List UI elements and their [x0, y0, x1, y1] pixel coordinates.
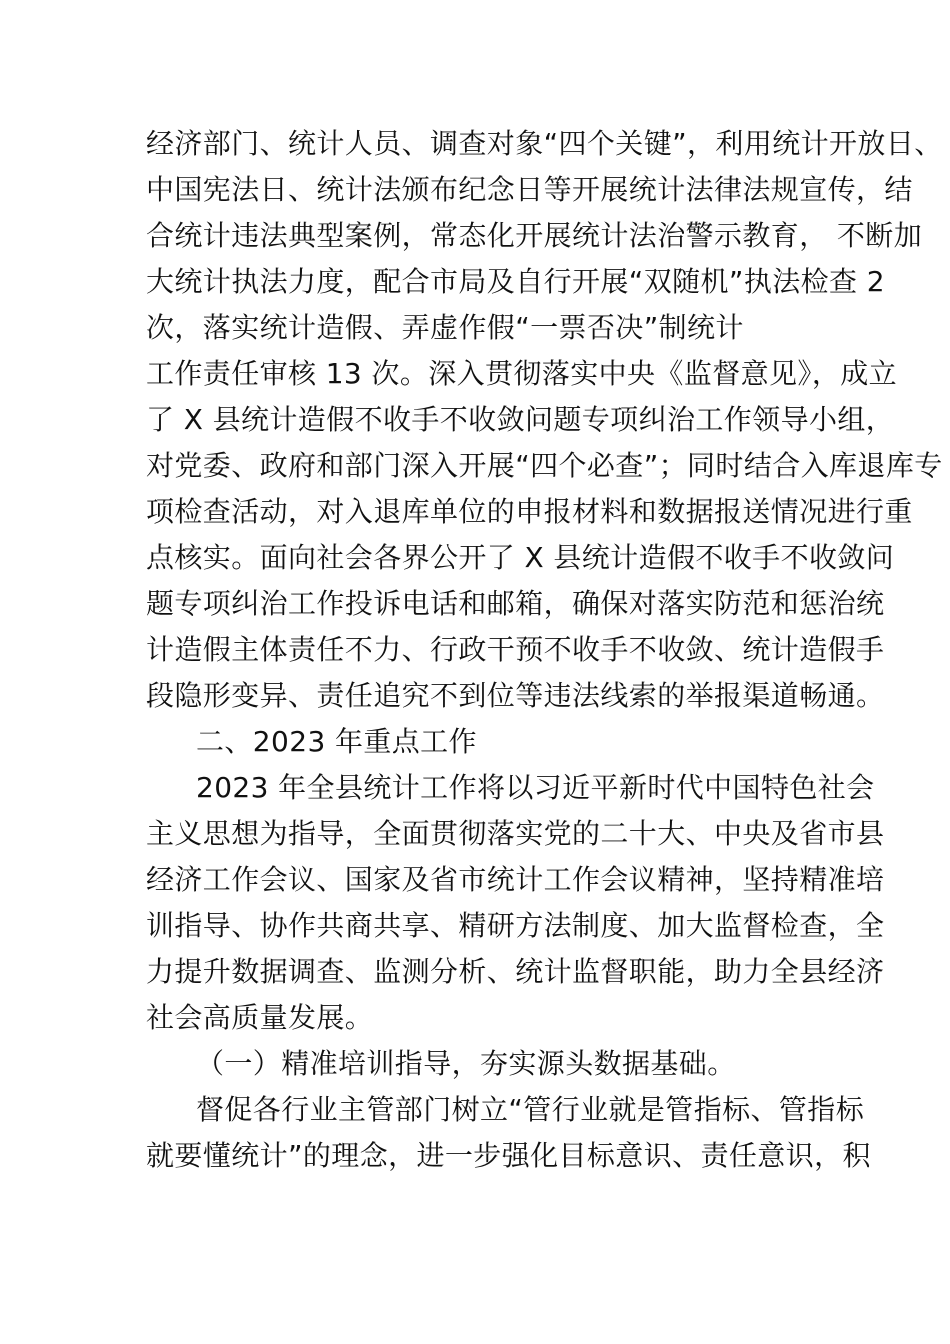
text-line: 计造假主体责任不力、行政干预不收手不收敛、统计造假手 [146, 633, 885, 666]
subsection-heading: （一）精准培训指导，夯实源头数据基础。 [196, 1047, 736, 1080]
text-line: 题专项纠治工作投诉电话和邮箱，确保对落实防范和惩治统 [146, 587, 885, 620]
text-line: 就要懂统计”的理念，进一步强化目标意识、责任意识，积 [146, 1139, 871, 1172]
text-line: 2023 年全县统计工作将以习近平新时代中国特色社会 [196, 771, 875, 804]
text-line: 段隐形变异、责任追究不到位等违法线索的举报渠道畅通。 [146, 679, 885, 712]
text-line: 次，落实统计造假、弄虚作假“一票否决”制统计 [146, 311, 744, 344]
text-line: 社会高质量发展。 [146, 1001, 374, 1034]
text-line: 项检查活动，对入退库单位的申报材料和数据报送情况进行重 [146, 495, 913, 528]
text-line: 对党委、政府和部门深入开展“四个必查”；同时结合入库退库专 [146, 449, 943, 482]
text-line: 主义思想为指导，全面贯彻落实党的二十大、中央及省市县 [146, 817, 885, 850]
text-line: 经济部门、统计人员、调查对象“四个关键”，利用统计开放日、 [146, 127, 943, 160]
text-line: 督促各行业主管部门树立“管行业就是管指标、管指标 [196, 1093, 865, 1126]
text-line: 经济工作会议、国家及省市统计工作会议精神，坚持精准培 [146, 863, 885, 896]
text-line: 了 X 县统计造假不收手不收敛问题专项纠治工作领导小组， [146, 403, 895, 436]
text-line: 大统计执法力度，配合市局及自行开展“双随机”执法检查 2 [146, 265, 885, 298]
text-line: 中国宪法日、统计法颁布纪念日等开展统计法律法规宣传，结 [146, 173, 913, 206]
text-line: 点核实。面向社会各界公开了 X 县统计造假不收手不收敛问 [146, 541, 895, 574]
text-line: 工作责任审核 13 次。深入贯彻落实中央《监督意见》，成立 [146, 357, 898, 390]
text-line: 训指导、协作共商共享、精研方法制度、加大监督检查，全 [146, 909, 885, 942]
section-heading: 二、2023 年重点工作 [196, 725, 477, 758]
text-line: 力提升数据调查、监测分析、统计监督职能，助力全县经济 [146, 955, 885, 988]
text-line: 合统计违法典型案例，常态化开展统计法治警示教育， 不断加 [146, 219, 923, 252]
